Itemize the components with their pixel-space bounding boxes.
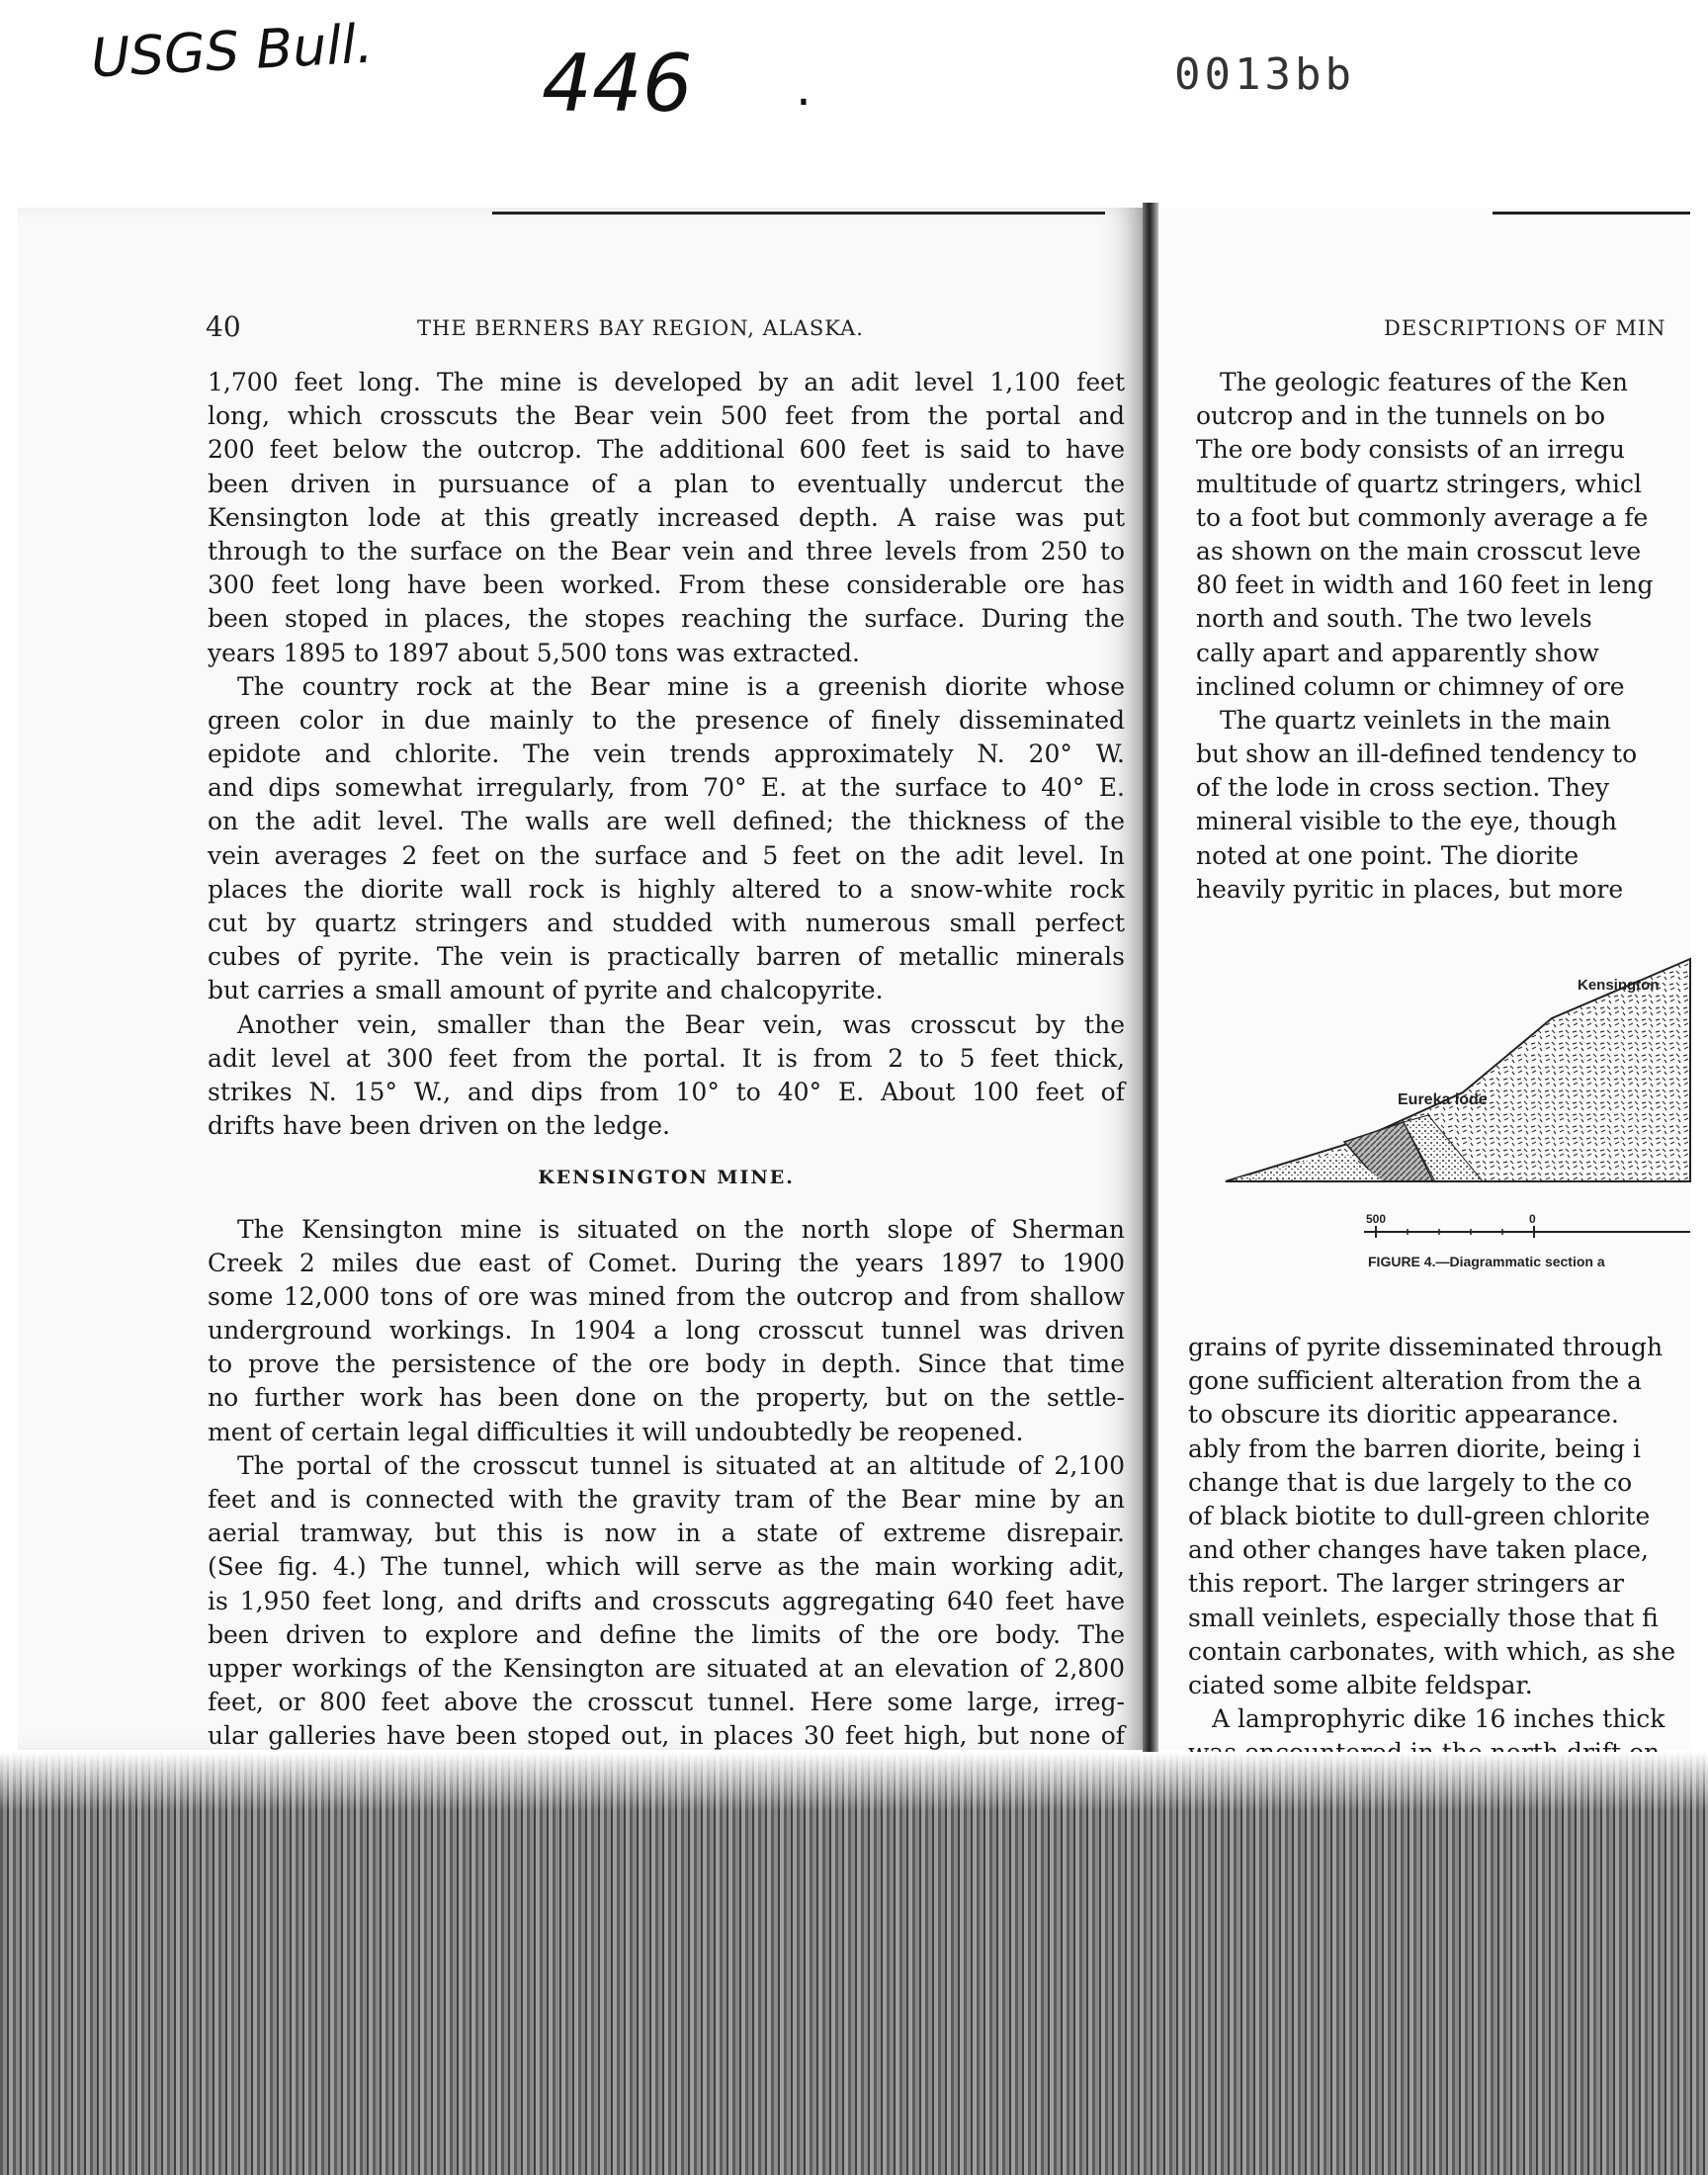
scale-label-500: 500	[1366, 1212, 1387, 1226]
scan-edge-fade	[0, 1752, 1708, 1811]
top-rule	[492, 212, 1105, 215]
text-line: epidote and chlorite. The vein trends approximately N. 20° W.	[208, 740, 1125, 769]
text-line: been driven in pursuance of a plan to eventually undercut the	[208, 469, 1125, 498]
text-line: A lamprophyric dike 16 inches thick	[1212, 1704, 1665, 1734]
text-line: strikes N. 15° W., and dips from 10° to 40° E. About 100 feet of	[208, 1077, 1125, 1106]
text-line: this report. The larger stringers ar	[1188, 1569, 1624, 1599]
text-line: noted at one point. The diorite	[1196, 840, 1580, 870]
text-line: cally apart and apparently show	[1196, 638, 1599, 667]
page-number: 40	[206, 310, 241, 343]
text-line: adit level at 300 feet from the portal. It is from 2 to 5 feet thick,	[208, 1043, 1125, 1073]
text-line: grains of pyrite disseminated through	[1188, 1333, 1664, 1361]
text-line: inclined column or chimney of ore	[1196, 671, 1625, 701]
text-line: heavily pyritic in places, but more	[1196, 874, 1624, 904]
figure-cross-section	[1156, 939, 1690, 1295]
text-line: outcrop and in the tunnels on bo	[1196, 401, 1606, 431]
text-line: years 1895 to 1897 about 5,500 tons was extracted.	[208, 638, 860, 667]
text-line: as shown on the main crosscut leve	[1196, 536, 1642, 566]
text-line: long, which crosscuts the Bear vein 500 feet from the portal and	[208, 401, 1125, 431]
spacer	[208, 1195, 1125, 1213]
text-line: The geologic features of the Ken	[1220, 368, 1629, 396]
text-line: The quartz veinlets in the main	[1220, 705, 1611, 735]
text-line: gone sufficient alteration from the a	[1188, 1366, 1642, 1396]
text-line: been stoped in places, the stopes reaching the surface. During the	[208, 604, 1125, 634]
text-line: but carries a small amount of pyrite and chalcopyrite.	[208, 976, 884, 1005]
text-line: Creek 2 miles due east of Comet. During the years 1897 to 1900	[208, 1248, 1125, 1277]
text-line: small veinlets, especially those that fi	[1188, 1603, 1659, 1632]
text-line: been driven to explore and define the limits of the ore body. The	[208, 1619, 1125, 1649]
scale-label-0: 0	[1529, 1212, 1536, 1226]
text-line: but show an ill-defined tendency to	[1196, 740, 1638, 769]
text-line: to prove the persistence of the ore body in depth. Since that time	[208, 1349, 1125, 1379]
label-kensington: Kensington	[1578, 977, 1660, 994]
spacer	[208, 1143, 1125, 1161]
text-line: ular galleries have been stoped out, in places 30 feet high, but none of	[208, 1721, 1125, 1751]
text-line: drifts have been driven on the ledge.	[208, 1111, 670, 1141]
right-page	[1156, 208, 1690, 1750]
scan-edge-band	[0, 1752, 1708, 2175]
label-eureka-lode: Eureka lode	[1398, 1091, 1488, 1108]
text-line: change that is due largely to the co	[1188, 1467, 1633, 1497]
text-line: green color in due mainly to the presence of finely disseminated	[208, 705, 1125, 735]
running-head: THE BERNERS BAY REGION, ALASKA.	[417, 316, 864, 340]
text-line: ment of certain legal difficulties it will undoubtedly be reopened.	[208, 1417, 1024, 1446]
text-line: 200 feet below the outcrop. The additional 600 feet is said to have	[208, 435, 1125, 465]
text-line: of black biotite to dull-green chlorite	[1188, 1501, 1651, 1530]
text-line: Kensington lode at this greatly increased depth. A raise was put	[208, 502, 1125, 532]
handwritten-dot: .	[796, 59, 811, 117]
text-line: 80 feet in width and 160 feet in leng	[1196, 570, 1654, 600]
left-page-body	[208, 366, 1125, 1855]
book-gutter	[1143, 203, 1158, 1765]
text-line: no further work has been done on the property, but on the settle-	[208, 1383, 1125, 1413]
text-line: multitude of quartz stringers, whicl	[1196, 469, 1643, 498]
text-line: The Kensington mine is situated on the north slope of Sherman	[237, 1214, 1125, 1244]
text-line: some 12,000 tons of ore was mined from the outcrop and from shallow	[208, 1281, 1125, 1311]
text-line: The ore body consists of an irregu	[1196, 435, 1626, 465]
figure-caption: FIGURE 4.—Diagrammatic section a	[1368, 1254, 1605, 1269]
handwritten-reference: USGS Bull.	[89, 12, 375, 90]
text-line: places the diorite wall rock is highly altered to a snow-white rock	[208, 874, 1125, 904]
text-line: on the adit level. The walls are well defined; the thickness of the	[208, 807, 1125, 836]
text-line: The country rock at the Bear mine is a greenish diorite whose	[237, 671, 1125, 701]
text-line: cubes of pyrite. The vein is practically barren of metallic minerals	[208, 942, 1125, 972]
text-line: of the lode in cross section. They	[1196, 773, 1609, 803]
text-line: through to the surface on the Bear vein and three levels from 250 to	[208, 536, 1125, 566]
text-line: ably from the barren diorite, being i	[1188, 1434, 1641, 1463]
top-rule	[1493, 212, 1690, 215]
text-line: feet, or 800 feet above the crosscut tunnel. Here some large, irreg-	[208, 1688, 1125, 1717]
text-line: Another vein, smaller than the Bear vein, was crosscut by the	[237, 1009, 1125, 1039]
text-line: north and south. The two levels	[1196, 604, 1592, 634]
text-line: 1,700 feet long. The mine is developed by an adit level 1,100 feet	[208, 368, 1125, 396]
text-line: mineral visible to the eye, though	[1196, 807, 1618, 836]
text-line: 300 feet long have been worked. From these considerable ore has	[208, 570, 1125, 600]
text-line: is 1,950 feet long, and drifts and crosscuts aggregating 640 feet have	[208, 1586, 1125, 1615]
text-line: feet and is connected with the gravity tram of the Bear mine by an	[208, 1485, 1125, 1514]
right-page-body-top	[1196, 366, 1654, 907]
left-page	[18, 208, 1154, 1750]
text-line: and other changes have taken place,	[1188, 1535, 1649, 1565]
text-line: vein averages 2 feet on the surface and 5 feet on the adit level. In	[208, 840, 1125, 870]
text-line: cut by quartz stringers and studded with numerous small perfect	[208, 909, 1125, 937]
text-line: upper workings of the Kensington are situated at an elevation of 2,800	[208, 1653, 1125, 1683]
text-line: The portal of the crosscut tunnel is situated at an altitude of 2,100	[237, 1450, 1125, 1480]
section-heading: KENSINGTON MINE.	[538, 1167, 795, 1189]
handwritten-bulletin-number: 446	[542, 38, 693, 130]
text-line: aerial tramway, but this is now in a state of extreme disrepair.	[208, 1519, 1125, 1548]
text-line: ciated some albite feldspar.	[1188, 1670, 1533, 1699]
text-line: to obscure its dioritic appearance.	[1188, 1400, 1619, 1430]
text-line: and dips somewhat irregularly, from 70° E. at the surface to 40° E.	[208, 773, 1125, 803]
text-line: underground workings. In 1904 a long crosscut tunnel was driven	[208, 1316, 1125, 1346]
text-line: contain carbonates, with which, as she	[1188, 1636, 1676, 1666]
text-line: to a foot but commonly average a fe	[1196, 502, 1649, 532]
stamp-number: 0013bb	[1174, 49, 1355, 100]
text-line: (See fig. 4.) The tunnel, which will serve as the main working adit,	[208, 1552, 1125, 1582]
running-head: DESCRIPTIONS OF MIN	[1384, 316, 1666, 340]
